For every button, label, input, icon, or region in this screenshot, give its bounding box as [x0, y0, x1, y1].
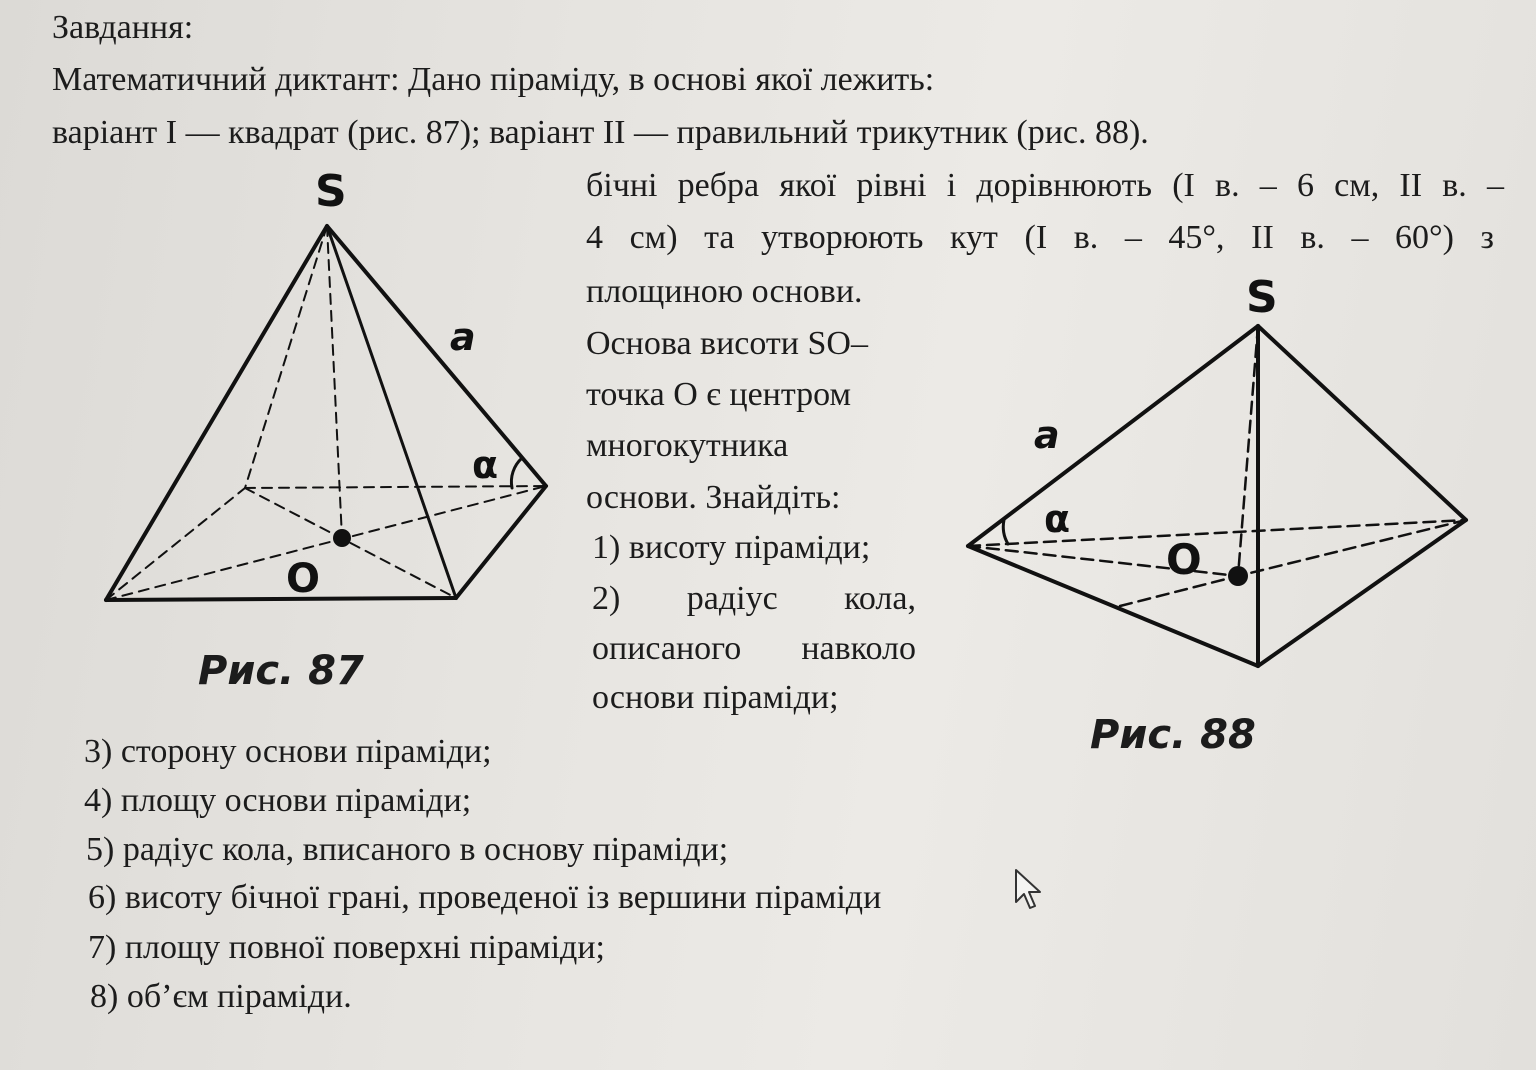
fig87-center-label: O [286, 556, 321, 602]
fig88-base-ac [968, 546, 1258, 666]
task-item-3: 3) сторону основи піраміди; [84, 733, 492, 770]
mid-line-2: 4 см) та утворюють кут (I в. – 45°, II в. – 60°) з [586, 219, 1494, 256]
fig88-edge-sb [1258, 326, 1466, 520]
task-item-4: 4) площу основи піраміди; [84, 782, 472, 819]
mid-line-11: основи піраміди; [592, 679, 839, 716]
fig88-base-ab [968, 520, 1466, 546]
mid-line-1: бічні ребра якої рівні і дорівнюють (I в. – 6 см, II в. – [586, 167, 1504, 204]
task-item-7: 7) площу повної поверхні піраміди; [88, 929, 605, 966]
mid-line-3: площиною основи. [586, 273, 863, 310]
fig88-center-label: O [1166, 535, 1202, 584]
fig87-angle-label: α [472, 443, 499, 487]
mid-line-10: описаного навколо [592, 630, 916, 667]
fig88-base-bc [1258, 520, 1466, 666]
mid-line-8: 1) висоту піраміди; [592, 529, 871, 566]
mid-line-5: точка О є центром [586, 376, 851, 413]
intro-line-1: Математичний диктант: Дано піраміду, в основі якої лежить: [52, 61, 935, 98]
fig88-angle-arc [1003, 520, 1008, 544]
fig87-apex-label: S [315, 166, 347, 217]
mid-line-7: основи. Знайдіть: [586, 479, 841, 516]
mid-line-4: Основа висоти SO– [586, 325, 868, 362]
fig87-edge-label: a [450, 315, 476, 359]
task-heading: Завдання: [52, 9, 194, 46]
mid-line-9: 2) радіус кола, [592, 580, 916, 617]
fig88-median-b [1238, 520, 1466, 576]
fig88-center-point [1228, 566, 1248, 586]
task-item-6: 6) висоту бічної грані, проведеної із вершини піраміди [88, 879, 882, 916]
fig88-edge-label: a [1034, 413, 1060, 457]
mouse-pointer-icon [1014, 868, 1044, 912]
fig88-angle-label: α [1044, 497, 1071, 541]
fig88-edge-sa [968, 326, 1258, 546]
fig87-caption: Рис. 87 [198, 648, 364, 694]
task-item-5: 5) радіус кола, вписаного в основу піраміди; [86, 831, 729, 868]
fig88-caption: Рис. 88 [1090, 712, 1256, 758]
intro-line-2: варіант I — квадрат (рис. 87); варіант II — правильний трикутник (рис. 88). [52, 114, 1149, 151]
mid-line-6: многокутника [586, 427, 789, 464]
fig88-apex-label: S [1246, 272, 1278, 323]
fig88-height-so [1238, 326, 1258, 576]
task-item-8: 8) об’єм піраміди. [90, 978, 352, 1015]
